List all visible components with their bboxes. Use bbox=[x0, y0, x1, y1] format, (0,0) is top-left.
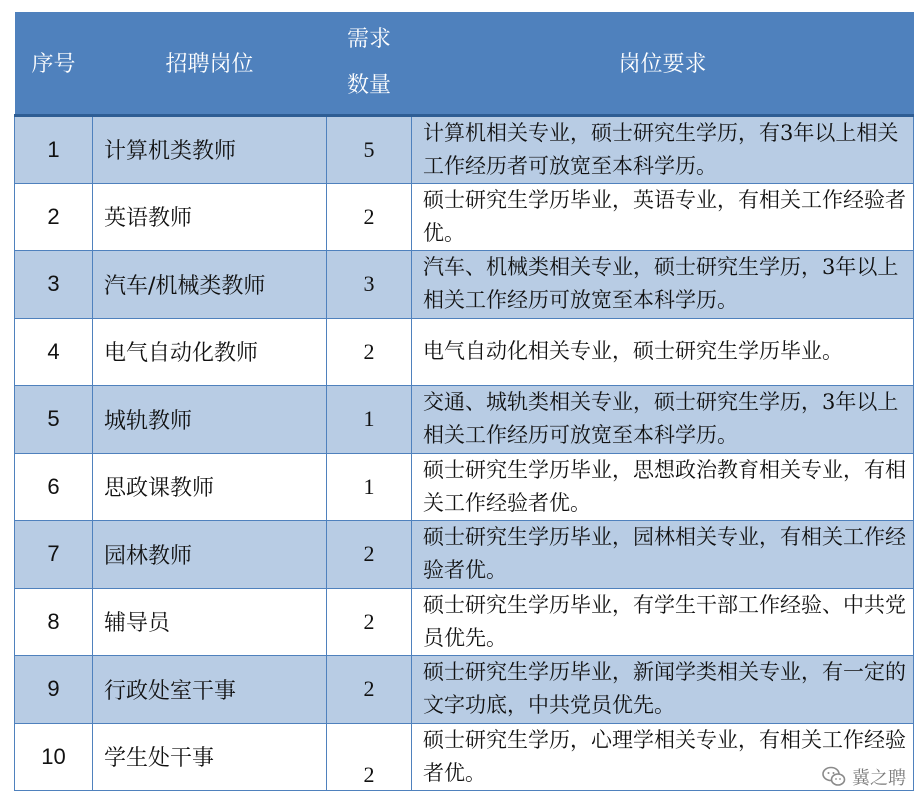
row-quantity: 1 bbox=[327, 386, 412, 454]
table-row bbox=[15, 183, 914, 251]
row-position: 计算机类教师 bbox=[93, 115, 327, 183]
row-quantity: 2 bbox=[327, 723, 412, 791]
row-requirements: 电气自动化相关专业，硕士研究生学历毕业。 bbox=[412, 318, 914, 386]
row-quantity: 2 bbox=[327, 588, 412, 656]
table-row bbox=[15, 251, 914, 319]
row-position: 园林教师 bbox=[93, 521, 327, 589]
table-row bbox=[15, 588, 914, 656]
table-row bbox=[15, 115, 914, 183]
row-position: 城轨教师 bbox=[93, 386, 327, 454]
table-body bbox=[15, 115, 914, 791]
row-requirements: 硕士研究生学历毕业，新闻学类相关专业，有一定的文字功底，中共党员优先。 bbox=[412, 656, 914, 724]
row-requirements: 汽车、机械类相关专业，硕士研究生学历，3年以上相关工作经历可放宽至本科学历。 bbox=[412, 251, 914, 319]
row-index: 10 bbox=[15, 723, 93, 791]
row-requirements: 硕士研究生学历毕业，有学生干部工作经验、中共党员优先。 bbox=[412, 588, 914, 656]
watermark-text: 冀之聘 bbox=[852, 768, 906, 789]
header-quantity-line2: 数量 bbox=[346, 72, 391, 98]
row-quantity: 1 bbox=[327, 453, 412, 521]
header-index: 序号 bbox=[15, 12, 93, 115]
table-row bbox=[15, 656, 914, 724]
row-quantity: 3 bbox=[327, 251, 412, 319]
table-row bbox=[15, 723, 914, 791]
header-requirements: 岗位要求 bbox=[412, 12, 914, 115]
row-position: 行政处室干事 bbox=[93, 656, 327, 724]
row-requirements: 硕士研究生学历毕业，英语专业，有相关工作经验者优。 bbox=[412, 183, 914, 251]
wechat-icon bbox=[822, 766, 846, 788]
row-position: 思政课教师 bbox=[93, 453, 327, 521]
row-index: 2 bbox=[15, 183, 93, 251]
header-quantity bbox=[327, 12, 412, 115]
row-index: 6 bbox=[15, 453, 93, 521]
row-index: 1 bbox=[15, 115, 93, 183]
recruitment-table bbox=[14, 12, 914, 791]
table-row bbox=[15, 318, 914, 386]
row-position: 辅导员 bbox=[93, 588, 327, 656]
table-row bbox=[15, 386, 914, 454]
row-index: 5 bbox=[15, 386, 93, 454]
row-requirements: 硕士研究生学历，心理学相关专业，有相关工作经验者优。 bbox=[412, 723, 914, 791]
row-requirements: 硕士研究生学历毕业，园林相关专业，有相关工作经验者优。 bbox=[412, 521, 914, 589]
header-position: 招聘岗位 bbox=[93, 12, 327, 115]
row-index: 8 bbox=[15, 588, 93, 656]
row-index: 4 bbox=[15, 318, 93, 386]
row-requirements: 计算机相关专业，硕士研究生学历，有3年以上相关工作经历者可放宽至本科学历。 bbox=[412, 115, 914, 183]
row-quantity: 2 bbox=[327, 521, 412, 589]
row-requirements: 硕士研究生学历毕业，思想政治教育相关专业，有相关工作经验者优。 bbox=[412, 453, 914, 521]
row-quantity: 5 bbox=[327, 115, 412, 183]
table-row bbox=[15, 453, 914, 521]
row-position: 学生处干事 bbox=[93, 723, 327, 791]
row-position: 英语教师 bbox=[93, 183, 327, 251]
row-quantity: 2 bbox=[327, 183, 412, 251]
row-quantity: 2 bbox=[327, 656, 412, 724]
row-quantity: 2 bbox=[327, 318, 412, 386]
table-row bbox=[15, 521, 914, 589]
row-index: 3 bbox=[15, 251, 93, 319]
row-index: 9 bbox=[15, 656, 93, 724]
row-requirements: 交通、城轨类相关专业，硕士研究生学历，3年以上相关工作经历可放宽至本科学历。 bbox=[412, 386, 914, 454]
recruitment-table-container bbox=[14, 12, 913, 791]
header-quantity-line1: 需求 bbox=[346, 26, 391, 52]
watermark bbox=[822, 764, 906, 790]
row-index: 7 bbox=[15, 521, 93, 589]
row-position: 汽车/机械类教师 bbox=[93, 251, 327, 319]
table-header-row bbox=[15, 12, 914, 115]
row-position: 电气自动化教师 bbox=[93, 318, 327, 386]
